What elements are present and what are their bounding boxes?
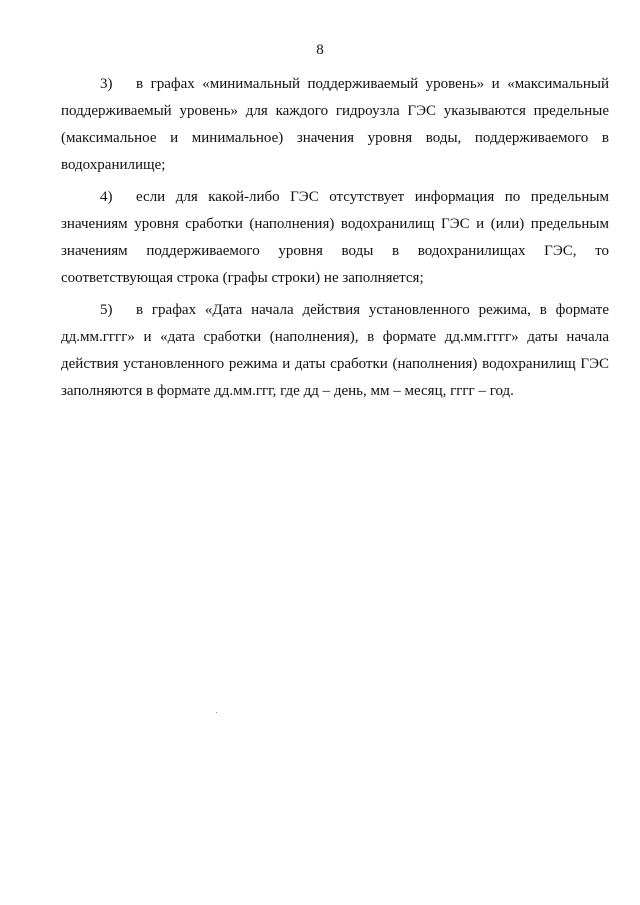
list-item-text: в графах «Дата начала действия установленного режима, в формате дд.мм.гггг» и «дата сработки (наполнения), в формате дд.мм.гггг» даты начала действия установленного режима и даты сработки (наполнения) водохранилищ ГЭС заполняются в формате дд.мм.ггг, где дд – день, мм – месяц, гггг – год. xyxy=(61,302,609,399)
list-item-3 xyxy=(61,71,609,179)
list-item-number: 3) xyxy=(100,76,113,92)
list-item-text: в графах «минимальный поддерживаемый уровень» и «максимальный поддерживаемый уровень» для каждого гидроузла ГЭС указываются предельные (максимальное и минимальное) значения уровня воды, поддерживаемого в водохранилище; xyxy=(61,76,609,173)
list-item-number: 4) xyxy=(100,189,113,205)
list-item-number: 5) xyxy=(100,302,113,318)
list-item-text: если для какой-либо ГЭС отсутствует информация по предельным значениям уровня сработки (наполнения) водохранилищ ГЭС и (или) предельным значениям поддерживаемого уровня воды в водохранилищах ГЭС, то соответствующая строка (графы строки) не заполняется; xyxy=(61,189,609,286)
scan-speck xyxy=(216,712,217,713)
page-number: 8 xyxy=(316,42,324,58)
list-item-5 xyxy=(61,297,609,405)
list-item-4 xyxy=(61,184,609,292)
document-body xyxy=(61,71,609,410)
